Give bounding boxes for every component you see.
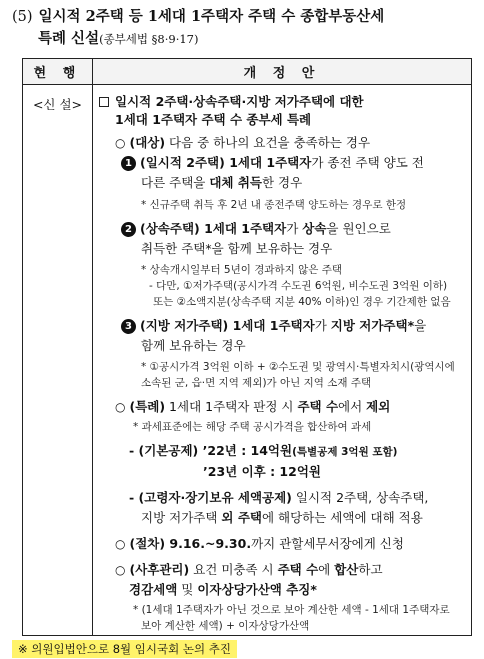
procedure-line: ○ (절차) 9.16.~9.30.까지 관할세무서장에게 신청	[99, 534, 465, 554]
table-header-row	[23, 59, 471, 85]
basic-deduction-line-1: - (기본공제) ’22년 : 14억원(특별공제 3억원 포함)	[129, 443, 398, 458]
number-badge-icon: 3	[121, 319, 136, 334]
item-2-note-2: - 다만, ①저가주택(공시가격 수도권 6억원, 비수도권 3억원 이하)	[149, 280, 448, 292]
item-3-note-1: * ①공시가격 3억원 이하 + ②수도권 및 광역시·특별자치시(광역시에	[141, 361, 455, 373]
circle-bullet-icon: ○	[115, 563, 126, 577]
revision-heading: 일시적 2주택·상속주택·지방 저가주택에 대한	[99, 93, 465, 111]
number-badge-icon: 2	[121, 222, 136, 237]
item-1-note: * 신규주택 취득 후 2년 내 종전주택 양도하는 경우로 한정	[141, 199, 407, 211]
post-management-note-2: 보아 계산한 세액) + 이자상당가산액	[141, 620, 310, 632]
special-note: * 과세표준에는 해당 주택 공시가격을 합산하여 과세	[133, 421, 372, 433]
header-current: 현 행	[23, 59, 93, 84]
section-number: (5)	[12, 9, 33, 25]
post-management-line-2: 경감세액 및 이자상당가산액 추징*	[129, 582, 317, 597]
item-2: 2 (상속주택) 1세대 1주택자가 상속을 원인으로	[99, 219, 465, 239]
item-2-line-2: 취득한 주택*을 함께 보유하는 경우	[141, 241, 333, 256]
circle-bullet-icon: ○	[115, 537, 126, 551]
post-management-line: ○ (사후관리) 요건 미충족 시 주택 수에 합산하고	[99, 560, 465, 580]
basic-deduction-line-2: ’23년 이후 : 12억원	[203, 464, 321, 479]
item-3-line-2: 함께 보유하는 경우	[141, 338, 246, 353]
checkbox-square-icon	[99, 97, 109, 107]
table-body-row	[23, 85, 471, 635]
section-title	[12, 6, 476, 50]
item-3-note-2: 소속된 군, 읍·면 지역 제외)가 아닌 지역 소재 주택	[141, 377, 372, 389]
item-1-line-2: 다른 주택을 대체 취득한 경우	[141, 175, 303, 190]
revision-heading-2: 1세대 1주택자 주택 수 종부세 특례	[115, 112, 312, 127]
senior-credit-line-2: 지방 저가주택 외 주택에 해당하는 세액에 대해 적용	[141, 510, 423, 525]
footer-note: ※ 의원입법안으로 8월 임시국회 논의 추진	[12, 640, 237, 658]
circle-bullet-icon: ○	[115, 400, 126, 414]
post-management-note-1: * (1세대 1주택자가 아닌 것으로 보아 계산한 세액 - 1세대 1주택자로	[133, 604, 450, 616]
circle-bullet-icon: ○	[115, 136, 126, 150]
revised-cell	[93, 85, 471, 635]
number-badge-icon: 1	[121, 156, 136, 171]
header-revised: 개 정 안	[243, 66, 321, 81]
item-1: 1 (일시적 2주택) 1세대 1주택자가 종전 주택 양도 전	[99, 153, 465, 173]
title-line-1: (5) 일시적 2주택 등 1세대 1주택자 주택 수 종합부동산세	[12, 8, 385, 25]
item-2-note-1: * 상속개시일부터 5년이 경과하지 않은 주택	[141, 264, 343, 276]
item-2-note-3: 또는 ②소액지분(상속주택 지분 40% 이하)인 경우 기간제한 없음	[153, 296, 451, 308]
senior-credit-line-1: - (고령자·장기보유 세액공제) 일시적 2주택, 상속주택,	[129, 490, 429, 505]
title-line-2: 특례 신설(종부세법 §8·9·17)	[38, 30, 199, 47]
comparison-table	[22, 58, 472, 636]
target-line: ○ (대상) 다음 중 하나의 요건을 충족하는 경우	[99, 133, 465, 153]
item-3: 3 (지방 저가주택) 1세대 1주택자가 지방 저가주택*을	[99, 316, 465, 336]
current-cell: <신 설>	[23, 85, 93, 635]
law-reference: (종부세법 §8·9·17)	[99, 32, 199, 46]
special-line: ○ (특례) 1세대 1주택자 판정 시 주택 수에서 제외	[99, 397, 465, 417]
